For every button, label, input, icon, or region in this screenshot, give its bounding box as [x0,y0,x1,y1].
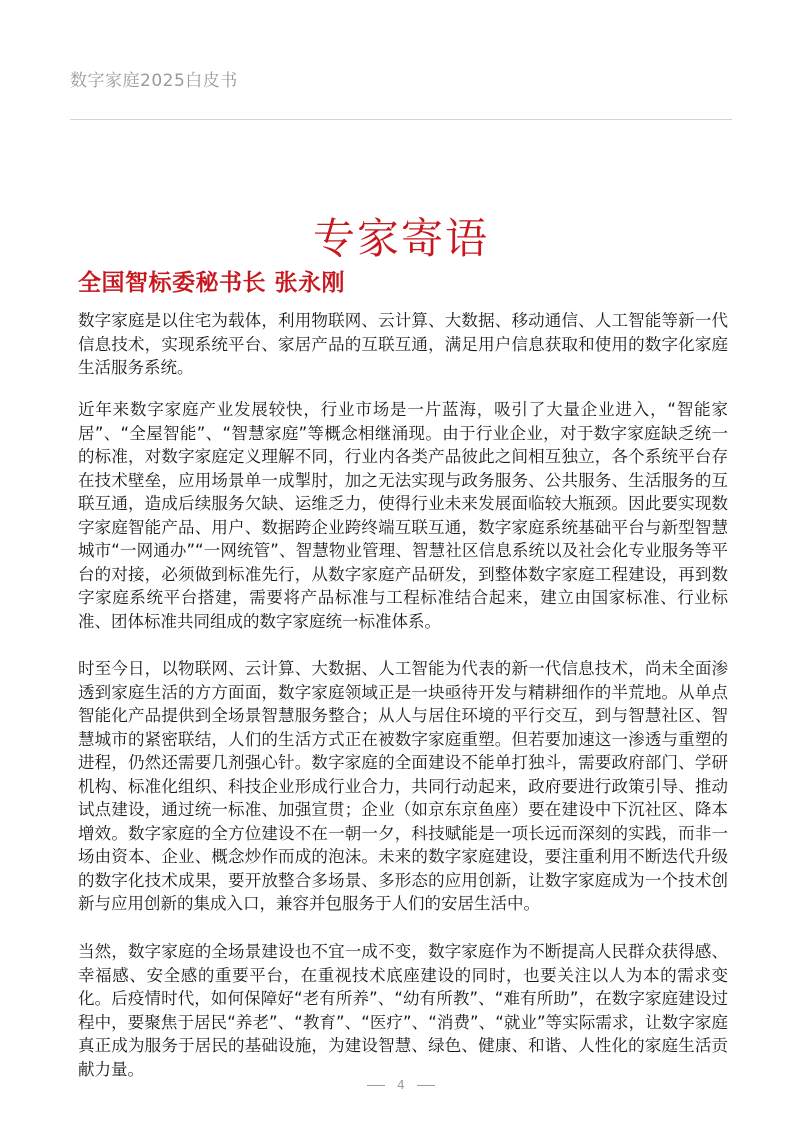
footer-left-dash [367,1085,385,1086]
body-paragraph-1: 数字家庭是以住宅为载体，利用物联网、云计算、大数据、移动通信、人工智能等新一代信息技术，实现系统平台、家居产品的互联互通，满足用户信息获取和使用的数字化家庭生活服务系统。 [78,311,728,377]
page-title: 专家寄语 [312,214,489,264]
author-heading: 全国智标委秘书长 张永刚 [78,270,346,296]
body-paragraph-2: 近年来数字家庭产业发展较快，行业市场是一片蓝海，吸引了大量企业进入，“智能家居”、“全屋智能”、“智慧家庭”等概念相继涌现。由于行业企业，对于数字家庭缺乏统一的标准，对数字家庭定义理解不同，行业内各类产品彼此之间相互独立，各个系统平台存在技术壁垒，应用场景单一成掣肘，加之无法实现与政务服务、公共服务、生活服务的互联互通，造成后续服务欠缺、运维乏力，使得行业未来发展面临较大瓶颈。因此要实现数字家庭智能产品、用户、数据跨企业跨终端互联互通，数字家庭系统基础平台与新型智慧城市“一网通办”“一网统管”、智慧物业管理、智慧社区信息系统以及社会化专业服务等平台的对接，必须做到标准先行，从数字家庭产品研发，到整体数字家庭工程建设，再到数字家庭系统平台搭建，需要将产品标准与工程标准结合起来，建立由国家标准、行业标准、团体标准共同组成的数字家庭统一标准体系。 [78,400,728,631]
document-header-title: 数字家庭2025白皮书 [70,71,238,91]
footer-right-dash [417,1085,435,1086]
header-divider [70,119,732,120]
page-footer [0,1078,802,1092]
body-paragraph-3: 时至今日，以物联网、云计算、大数据、人工智能为代表的新一代信息技术，尚未全面渗透到家庭生活的方方面面，数字家庭领域正是一块亟待开发与精耕细作的半荒地。从单点智能化产品提供到全场景智慧服务整合；从人与居住环境的平行交互，到与智慧社区、智慧城市的紧密联结，人们的生活方式正在被数字家庭重塑。但若要加速这一渗透与重塑的进程，仍然还需要几剂强心针。数字家庭的全面建设不能单打独斗，需要政府部门、学研机构、标准化组织、科技企业形成行业合力，共同行动起来，政府要进行政策引导、推动试点建设，通过统一标准、加强宣贯；企业（如京东京鱼座）要在建设中下沉社区、降本增效。数字家庭的全方位建设不在一朝一夕，科技赋能是一项长远而深刻的实践，而非一场由资本、企业、概念炒作而成的泡沫。未来的数字家庭建设，要注重利用不断迭代升级的数字化技术成果，要开放整合多场景、多形态的应用创新，让数字家庭成为一个技术创新与应用创新的集成入口，兼容并包服务于人们的安居生活中。 [78,659,728,913]
page-number: 4 [397,1078,405,1092]
body-paragraph-4: 当然，数字家庭的全场景建设也不宜一成不变，数字家庭作为不断提高人民群众获得感、幸福感、安全感的重要平台，在重视技术底座建设的同时，也要关注以人为本的需求变化。后疫情时代，如何保障好“老有所养”、“幼有所教”、“难有所助”，在数字家庭建设过程中，要聚焦于居民“养老”、“教育”、“医疗”、“消费”、“就业”等实际需求，让数字家庭真正成为服务于居民的基础设施，为建设智慧、绿色、健康、和谐、人性化的家庭生活贡献力量。 [78,942,728,1079]
